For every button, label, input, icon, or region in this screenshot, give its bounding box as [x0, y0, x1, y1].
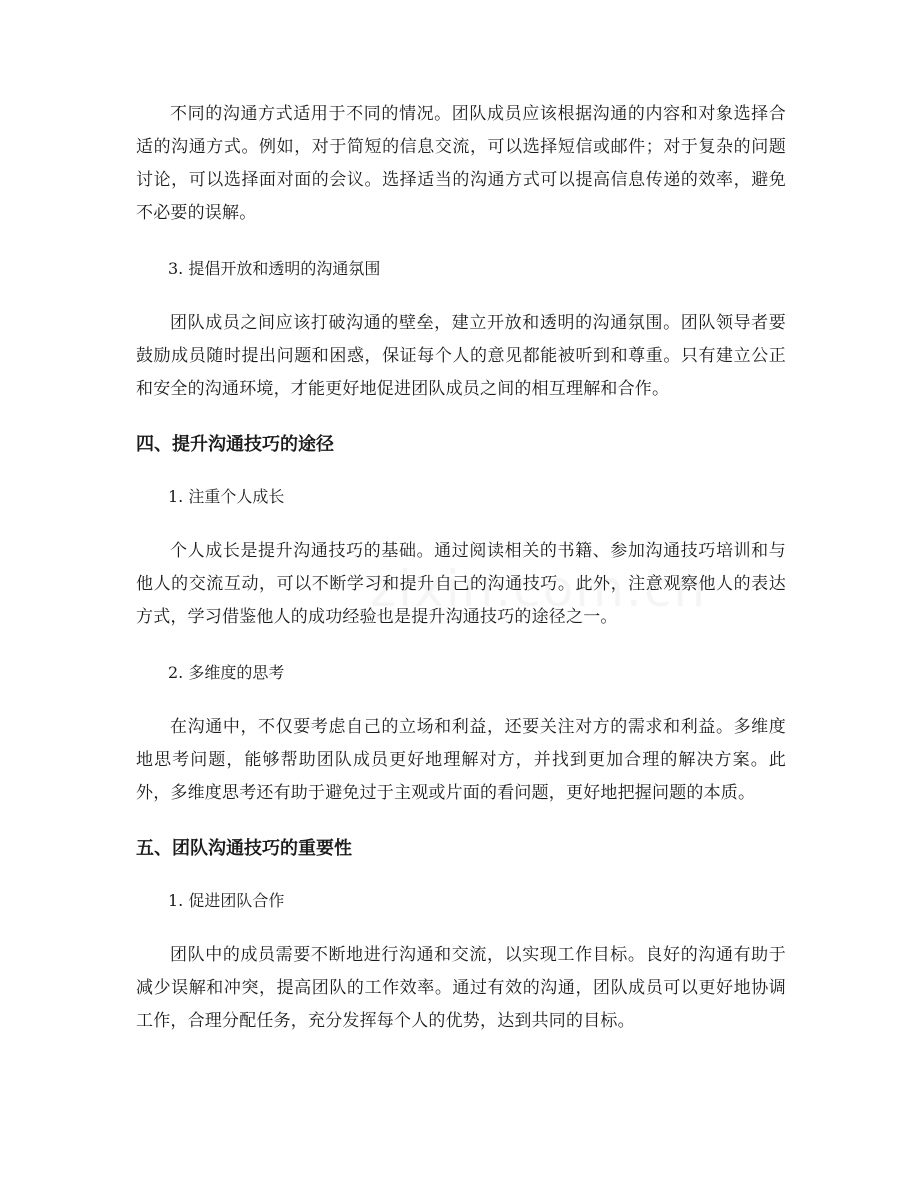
paragraph-personal-growth: 个人成长是提升沟通技巧的基础。通过阅读相关的书籍、参加沟通技巧培训和与他人的交流互动，可以不断学习和提升自己的沟通技巧。此外，注意观察他人的表达方式，学习借鉴他人的成功经验也是提升沟通技巧的途径之一。 [136, 541, 786, 627]
paragraph-open-atmosphere: 团队成员之间应该打破沟通的壁垒，建立开放和透明的沟通氛围。团队领导者要鼓励成员随时提出问题和困惑，保证每个人的意见都能被听到和尊重。只有建立公正和安全的沟通环境，才能更好地促进团队成员之间的相互理解和合作。 [136, 313, 786, 399]
document-page [136, 98, 786, 1063]
list-item-team-cooperation: 1. 促进团队合作 [168, 891, 285, 910]
list-item-personal-growth: 1. 注重个人成长 [168, 487, 285, 506]
paragraph-communication-methods: 不同的沟通方式适用于不同的情况。团队成员应该根据沟通的内容和对象选择合适的沟通方式。例如，对于简短的信息交流，可以选择短信或邮件；对于复杂的问题讨论，可以选择面对面的会议。选择适当的沟通方式可以提高信息传递的效率，避免不必要的误解。 [136, 104, 786, 223]
list-item-multi-dimensional: 2. 多维度的思考 [168, 663, 285, 682]
list-item-open-atmosphere: 3. 提倡开放和透明的沟通氛围 [168, 259, 381, 278]
paragraph-multi-dimensional: 在沟通中，不仅要考虑自己的立场和利益，还要关注对方的需求和利益。多维度地思考问题，能够帮助团队成员更好地理解对方，并找到更加合理的解决方案。此外，多维度思考还有助于避免过于主观或片面的看问题，更好地把握问题的本质。 [136, 717, 786, 803]
paragraph-team-cooperation: 团队中的成员需要不断地进行沟通和交流，以实现工作目标。良好的沟通有助于减少误解和冲突，提高团队的工作效率。通过有效的沟通，团队成员可以更好地协调工作，合理分配任务，充分发挥每个人的优势，达到共同的目标。 [136, 945, 786, 1031]
section-heading-improve-skills: 四、提升沟通技巧的途径 [136, 434, 334, 455]
section-heading-importance: 五、团队沟通技巧的重要性 [136, 838, 352, 859]
